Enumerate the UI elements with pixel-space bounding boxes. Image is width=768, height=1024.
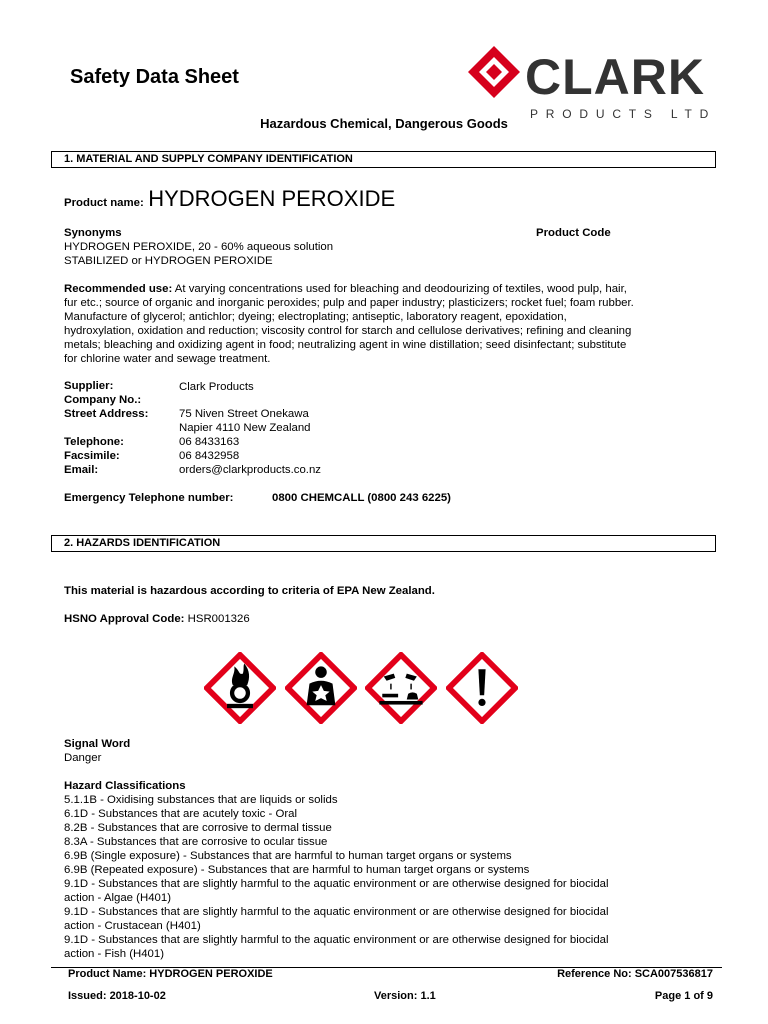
health-hazard-icon [285,652,357,724]
hsno-code: HSR001326 [187,613,250,625]
recommended-use-line: hydroxylation, oxidation and reduction; viscosity control for starch and cellulose derivatives; refining and cleaning [64,325,632,337]
facsimile-value: 06 8432958 [179,450,240,462]
company-no-label: Company No.: [64,394,142,406]
hsno-row [64,612,250,626]
document-title: Safety Data Sheet [70,66,239,88]
synonym-line: HYDROGEN PEROXIDE, 20 - 60% aqueous solution [64,241,334,253]
hazard-classifications-label: Hazard Classifications [64,780,186,792]
recommended-use-label: Recommended use: [64,283,173,295]
document-subtitle: Hazardous Chemical, Dangerous Goods [260,116,508,131]
hazard-classification-line: 8.2B - Substances that are corrosive to dermal tissue [64,822,332,834]
supplier-value: Clark Products [179,381,254,393]
brand-name: CLARK [525,49,705,105]
hazard-classification-line: 9.1D - Substances that are slightly harmful to the aquatic environment or are otherwise designed for biocidal [64,878,609,890]
hazard-classification-line: action - Algae (H401) [64,892,172,904]
hazard-classification-line: action - Fish (H401) [64,948,165,960]
hazard-classification-line: 9.1D - Substances that are slightly harmful to the aquatic environment or are otherwise designed for biocidal [64,906,609,918]
hazard-classification-line: 6.9B (Single exposure) - Substances that are harmful to human target organs or systems [64,850,512,862]
section-1-heading: 1. MATERIAL AND SUPPLY COMPANY IDENTIFICATION [51,151,716,168]
product-code-label: Product Code [536,227,611,239]
telephone-label: Telephone: [64,436,124,448]
street-address-label: Street Address: [64,408,149,420]
recommended-use-line: for chlorine water and sewage treatment. [64,353,271,365]
recommended-use-line: metals; bleaching and oxidizing agent in food; neutralizing agent in wine distillation; seed disinfectant; substitute [64,339,627,351]
facsimile-label: Facsimile: [64,450,120,462]
footer-page-number: Page 1 of 9 [654,990,713,1002]
recommended-use-line [64,282,627,296]
email-label: Email: [64,464,99,476]
flame-over-circle-icon [204,652,276,724]
corrosion-icon [365,652,437,724]
hsno-label: HSNO Approval Code: [64,613,185,625]
clark-diamond-icon [466,44,522,100]
section-2-heading: 2. HAZARDS IDENTIFICATION [51,535,716,552]
hazard-classification-line: 5.1.1B - Oxidising substances that are liquids or solids [64,794,338,806]
footer-version: Version: 1.1 [374,990,436,1002]
street-address-line: Napier 4110 New Zealand [179,422,311,434]
supplier-label: Supplier: [64,380,114,392]
signal-word-label: Signal Word [64,738,131,750]
telephone-value: 06 8433163 [179,436,240,448]
hazard-statement: This material is hazardous according to criteria of EPA New Zealand. [64,585,435,597]
emergency-label: Emergency Telephone number: [64,492,234,504]
footer-reference: Reference No: SCA007536817 [557,968,713,980]
product-name-label: Product name: [64,197,144,209]
street-address-line: 75 Niven Street Onekawa [179,408,309,420]
product-name-value: HYDROGEN PEROXIDE [148,186,396,211]
brand-subtitle: PRODUCTS LTD [530,107,717,121]
recommended-use-text: At varying concentrations used for bleaching and deodourizing of textiles, wood pulp, hair, [172,283,627,295]
hazard-classification-line: action - Crustacean (H401) [64,920,201,932]
synonym-line: STABILIZED or HYDROGEN PEROXIDE [64,255,273,267]
emergency-number: 0800 CHEMCALL (0800 243 6225) [272,492,451,504]
hazard-classification-line: 6.1D - Substances that are acutely toxic - Oral [64,808,297,820]
synonyms-label: Synonyms [64,227,122,239]
clark-logo [462,42,722,124]
recommended-use-line: Manufacture of glycerol; antichlor; dyeing; electroplating; antiseptic, laboratory reagent, epoxidation, [64,311,567,323]
footer-issued: Issued: 2018-10-02 [68,990,166,1002]
hazard-classification-line: 9.1D - Substances that are slightly harmful to the aquatic environment or are otherwise designed for biocidal [64,934,609,946]
recommended-use-line: fur etc.; source of organic and inorganic peroxides; pulp and paper industry; plasticizers; rocket fuel; foam rubber. [64,297,634,309]
hazard-classification-line: 8.3A - Substances that are corrosive to ocular tissue [64,836,328,848]
signal-word-value: Danger [64,752,102,764]
email-value: orders@clarkproducts.co.nz [179,464,321,476]
hazard-classification-line: 6.9B (Repeated exposure) - Substances that are harmful to human target organs or systems [64,864,530,876]
footer-product-name: Product Name: HYDROGEN PEROXIDE [68,968,273,980]
exclamation-mark-icon [446,652,518,724]
product-name-row [64,186,395,212]
